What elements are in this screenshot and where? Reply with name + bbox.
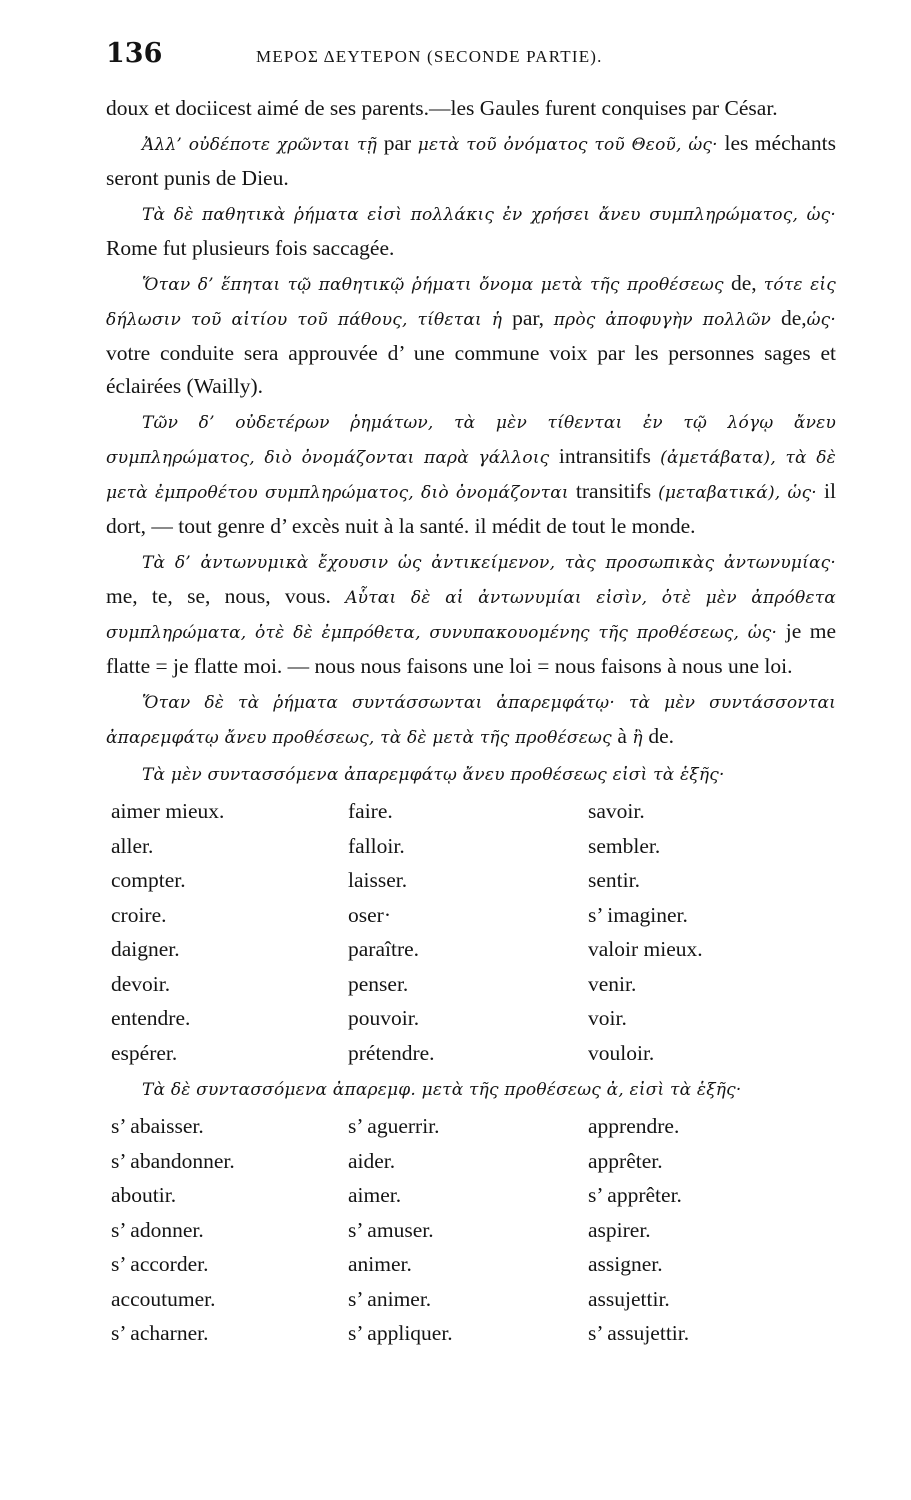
verb-entry: prétendre. <box>348 1040 435 1065</box>
verb-entry: s’ animer. <box>348 1286 432 1311</box>
verb-entry: daigner. <box>111 937 180 961</box>
paragraph-p3 <box>106 197 836 265</box>
verb-entry: espérer. <box>111 1040 178 1065</box>
french-text: votre conduite sera approuvée d’ une commune voix par les personnes sages et éclairées (Wailly). <box>106 341 836 398</box>
verb-entry: aboutir. <box>111 1183 177 1207</box>
paragraph-p1 <box>106 92 836 125</box>
verb-entry: compter. <box>111 868 186 892</box>
greek-text: μετὰ τοῦ ὀνόματος τοῦ Θεοῦ, ὡς· <box>417 135 725 155</box>
greek-text: Αὗται δὲ αἱ ἀντωνυμίαι εἰσὶν, ὁτὲ μὲν ἀπρόθετα συμπληρώματα, ὁτὲ δὲ ἐμπρόθετα, συνυπακουομένης τῆς προθέσεως, ὡς· <box>106 588 836 643</box>
verb-entry: s’ abandonner. <box>111 1148 235 1173</box>
verb-entry: voir. <box>588 1006 627 1030</box>
verb-entry: pouvoir. <box>348 1006 420 1030</box>
greek-text: ἢ <box>632 728 649 748</box>
verb-entry: animer. <box>348 1252 412 1276</box>
french-text: de, <box>731 271 764 295</box>
greek-text: τότε εἰς δήλωσιν τοῦ αἰτίου τοῦ πάθους, τίθεται ἡ <box>106 275 836 330</box>
greek-text: Ὅταν δ’ ἕπηται τῷ παθητικῷ ῥήματι ὄνομα μετὰ τῆς προθέσεως <box>142 275 731 295</box>
french-text: intransitifs <box>558 444 661 468</box>
verb-entry: apprendre. <box>588 1114 680 1138</box>
verb-entry: assigner. <box>588 1252 663 1276</box>
verb-entry: aspirer. <box>588 1217 651 1242</box>
verb-entry: s’ abaisser. <box>111 1114 204 1138</box>
french-text: me, te, se, nous, vous. <box>106 584 346 608</box>
verb-entry: s’ imaginer. <box>588 902 688 927</box>
paragraph-p5 <box>106 405 836 543</box>
verb-entry: s’ apprêter. <box>588 1183 682 1207</box>
verb-entry: s’ amuser. <box>348 1217 434 1242</box>
verb-entry: aller. <box>111 833 154 858</box>
verb-entry: falloir. <box>348 833 405 858</box>
page-header <box>106 38 826 78</box>
list2-intro: Τὰ δὲ συντασσόμενα ἀπαρεμφ. μετὰ τῆς προθέσεως ἀ, εἰσὶ τὰ ἑξῆς· <box>142 1080 742 1100</box>
verb-entry: s’ aguerrir. <box>348 1114 440 1138</box>
greek-text: Ἀλλ’ οὐδέποτε χρῶνται τῇ <box>142 135 384 155</box>
greek-text: Ὅταν δὲ τὰ ῥήματα συντάσσωνται ἀπαρεμφάτῳ· τὰ μὲν συντάσσονται ἀπαρεμφάτῳ ἄνευ προθέσεως, τὰ δὲ μετὰ τῆς προθέσεως <box>106 693 836 748</box>
french-text: il dort, — tout genre d’ excès nuit à la santé. il médit de tout le monde. <box>106 479 836 538</box>
french-text: de, <box>780 306 807 330</box>
verb-entry: valoir mieux. <box>588 937 703 961</box>
verb-entry: s’ accorder. <box>111 1252 209 1276</box>
verb-entry: vouloir. <box>588 1040 655 1065</box>
verb-entry: apprêter. <box>588 1148 663 1173</box>
french-text: à <box>617 724 633 748</box>
greek-text: (μεταβατικά), ὡς· <box>658 483 825 503</box>
verb-entry: aimer mieux. <box>111 799 225 823</box>
page-number: 136 <box>106 38 163 69</box>
verb-entry: s’ adonner. <box>111 1217 204 1242</box>
verb-entry: s’ appliquer. <box>348 1321 453 1345</box>
verb-entry: savoir. <box>588 799 645 823</box>
paragraph-p2 <box>106 127 836 195</box>
page-body <box>106 92 836 1351</box>
verb-entry: venir. <box>588 971 637 996</box>
verb-entry: aimer. <box>348 1183 402 1207</box>
verb-entry: croire. <box>111 902 167 927</box>
verb-entry: aider. <box>348 1148 396 1173</box>
french-text: Rome fut plusieurs fois saccagée. <box>106 236 395 260</box>
greek-text: Τὰ δὲ παθητικὰ ῥήματα εἰσὶ πολλάκις ἐν χρήσει ἄνευ συμπληρώματος, ὡς· <box>142 205 836 225</box>
verb-entry: accoutumer. <box>111 1286 216 1311</box>
verb-entry: devoir. <box>111 971 171 996</box>
verb-entry: s’ acharner. <box>111 1321 209 1345</box>
verb-entry: sentir. <box>588 868 640 892</box>
paragraph-p6 <box>106 545 836 683</box>
verb-entry: faire. <box>348 799 393 823</box>
verb-entry: s’ assujettir. <box>588 1321 690 1345</box>
verb-entry: penser. <box>348 971 409 996</box>
greek-text: (ἀμετάβατα), τὰ δὲ μετὰ ἐμπροθέτου συμπληρώματος, διὸ ὀνομάζονται <box>106 448 836 503</box>
running-head: ΜΕΡΟΣ ΔΕΥΤΕΡΟΝ (SECONDE PARTIE). <box>256 47 603 66</box>
list1-intro: Τὰ μὲν συντασσόμενα ἀπαρεμφάτῳ ἄνευ προθέσεως εἰσὶ τὰ ἑξῆς· <box>142 765 725 785</box>
verb-entry: oser· <box>348 902 391 927</box>
french-text: les méchants seront punis de Dieu. <box>106 131 837 190</box>
greek-text: Τὰ δ’ ἀντωνυμικὰ ἔχουσιν ὡς ἀντικείμενον, τὰς προσωπικὰς ἀντωνυμίας· <box>142 553 836 573</box>
french-text: transitifs <box>575 479 659 503</box>
greek-text: Τῶν δ’ οὐδετέρων ῥημάτων, τὰ μὲν τίθενται ἐν τῷ λόγῳ ἄνευ συμπληρώματος, διὸ ὀνομάζονται παρὰ γάλλοις <box>106 413 836 468</box>
greek-text: πρὸς ἀποφυγὴν πολλῶν <box>553 310 781 330</box>
verb-entry: entendre. <box>111 1006 191 1030</box>
french-text: je me flatte = je flatte moi. — nous nous faisons une loi = nous faisons à nous une loi. <box>106 619 836 678</box>
verb-entry: paraître. <box>348 937 420 961</box>
french-text: de. <box>648 724 674 748</box>
french-text: par <box>383 131 418 155</box>
verb-list-with-a <box>111 1109 836 1351</box>
verb-entry: assujettir. <box>588 1286 670 1311</box>
paragraph-p4 <box>106 267 836 403</box>
greek-text: ὡς· <box>806 310 837 330</box>
french-text: par, <box>512 306 554 330</box>
verb-list-without-preposition <box>111 794 836 1070</box>
paragraph-p7 <box>106 685 836 755</box>
french-text: doux et dociicest aimé de ses parents.—les Gaules furent conquises par César. <box>106 96 778 120</box>
verb-entry: sembler. <box>588 833 661 858</box>
paragraphs <box>106 92 836 755</box>
verb-entry: laisser. <box>348 868 408 892</box>
